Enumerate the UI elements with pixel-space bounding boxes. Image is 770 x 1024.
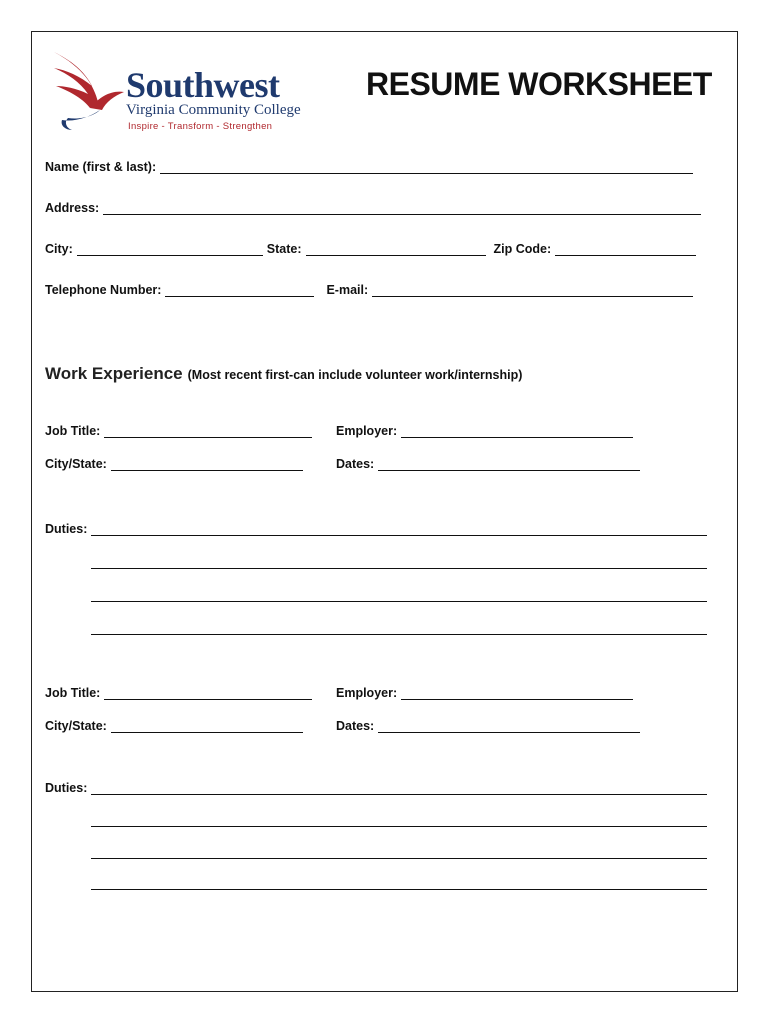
city-field[interactable]	[77, 243, 263, 256]
job2-city-dates-row	[45, 719, 640, 733]
job1-city-dates-row	[45, 457, 640, 471]
section-note: (Most recent first-can include volunteer work/internship)	[187, 368, 523, 382]
job1-dates-field[interactable]	[378, 458, 640, 471]
job1-employer-label: Employer:	[336, 424, 398, 438]
zip-field[interactable]	[555, 243, 696, 256]
job1-duties-line-4[interactable]	[91, 634, 707, 635]
city-label: City:	[45, 242, 73, 256]
name-field[interactable]	[160, 161, 693, 174]
zip-group	[494, 242, 697, 256]
job1-title-field[interactable]	[104, 425, 312, 438]
job2-duties-field[interactable]	[91, 782, 707, 795]
job1-duties-line-3[interactable]	[91, 601, 707, 602]
job1-employer-field[interactable]	[401, 425, 633, 438]
job2-city-group	[45, 719, 336, 733]
phone-field[interactable]	[165, 284, 314, 297]
job2-title-field[interactable]	[104, 687, 312, 700]
job1-city-label: City/State:	[45, 457, 107, 471]
state-group	[267, 242, 486, 256]
name-label: Name (first & last):	[45, 160, 157, 174]
logo-tagline: Inspire - Transform - Strengthen	[128, 121, 273, 132]
phone-group	[45, 283, 314, 297]
email-group	[326, 283, 693, 297]
job1-title-group	[45, 424, 336, 438]
job2-city-field[interactable]	[111, 720, 303, 733]
job1-duties-label: Duties:	[45, 522, 88, 536]
job2-duties-line-4[interactable]	[91, 889, 707, 890]
job1-duties-row	[45, 522, 707, 536]
job2-dates-field[interactable]	[378, 720, 640, 733]
section-title: Work Experience	[45, 364, 183, 383]
job2-title-label: Job Title:	[45, 686, 101, 700]
logo-name: Southwest	[126, 65, 280, 105]
job1-duties-field[interactable]	[91, 523, 707, 536]
job2-dates-group	[336, 719, 640, 733]
logo-subtitle: Virginia Community College	[126, 102, 301, 118]
job1-title-employer-row	[45, 424, 633, 438]
city-group	[45, 242, 263, 256]
work-experience-heading	[45, 364, 522, 384]
phone-email-row	[45, 283, 693, 297]
job2-employer-label: Employer:	[336, 686, 398, 700]
address-label: Address:	[45, 201, 100, 215]
job2-duties-line-2[interactable]	[91, 826, 707, 827]
address-field[interactable]	[103, 202, 701, 215]
job2-employer-group	[336, 686, 633, 700]
job1-duties-line-2[interactable]	[91, 568, 707, 569]
state-label: State:	[266, 242, 302, 256]
job1-city-group	[45, 457, 336, 471]
job2-title-group	[45, 686, 336, 700]
college-logo	[50, 46, 320, 136]
email-field[interactable]	[372, 284, 693, 297]
phone-label: Telephone Number:	[45, 283, 162, 297]
job2-title-employer-row	[45, 686, 633, 700]
job1-title-label: Job Title:	[45, 424, 101, 438]
job2-employer-field[interactable]	[401, 687, 633, 700]
job2-dates-label: Dates:	[336, 719, 375, 733]
job1-dates-group	[336, 457, 640, 471]
job2-duties-line-3[interactable]	[91, 858, 707, 859]
zip-label: Zip Code:	[493, 242, 552, 256]
job2-duties-label: Duties:	[45, 781, 88, 795]
page-border	[31, 31, 738, 992]
state-field[interactable]	[306, 243, 486, 256]
job2-duties-row	[45, 781, 707, 795]
job1-employer-group	[336, 424, 633, 438]
job1-dates-label: Dates:	[336, 457, 375, 471]
job2-city-label: City/State:	[45, 719, 107, 733]
name-row	[45, 160, 693, 174]
document-title: RESUME WORKSHEET	[366, 66, 712, 102]
city-state-zip-row	[45, 242, 696, 256]
job1-city-field[interactable]	[111, 458, 303, 471]
bird-emblem-icon	[50, 46, 126, 136]
address-row	[45, 201, 701, 215]
email-label: E-mail:	[326, 283, 369, 297]
